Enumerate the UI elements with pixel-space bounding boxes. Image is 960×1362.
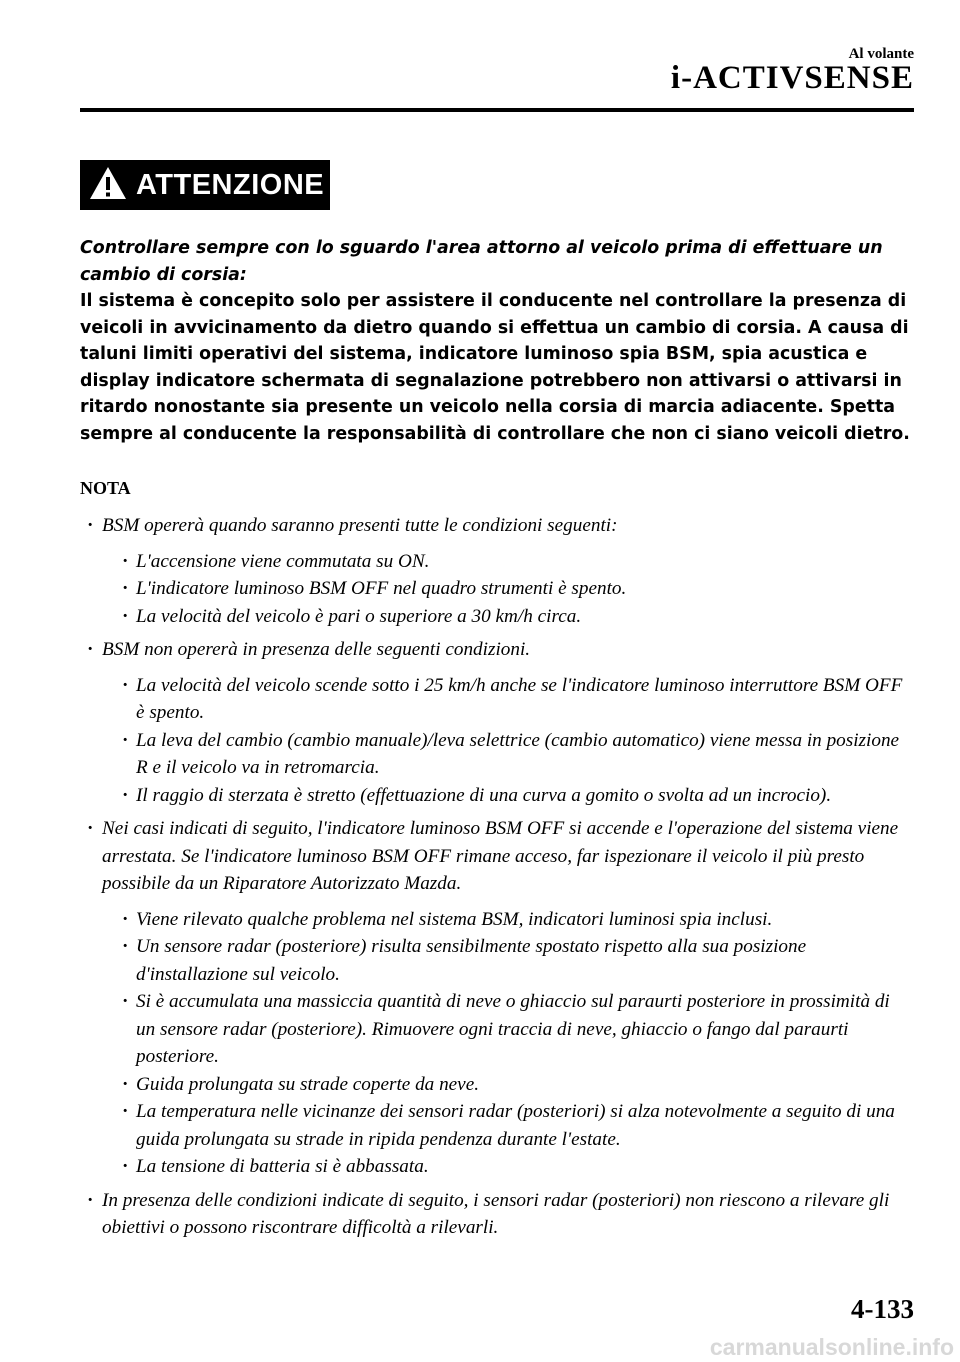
sub-list-item: · La velocità del veicolo è pari o superiore a 30 km/h circa. <box>102 603 912 631</box>
sub-list-item: · La leva del cambio (cambio manuale)/leva selettrice (cambio automatico) viene messa in posizione R e il veicolo va in retromarcia. <box>102 727 912 782</box>
sub-list-item: · Viene rilevato qualche problema nel sistema BSM, indicatori luminosi spia inclusi. <box>102 906 912 934</box>
sub-list-item: · Il raggio di sterzata è stretto (effettuazione di una curva a gomito o svolta ad un incrocio). <box>102 782 912 810</box>
warning-label: ATTENZIONE <box>136 168 325 201</box>
list-item <box>80 636 912 809</box>
list-item-text: BSM non opererà in presenza delle seguenti condizioni. <box>102 639 531 660</box>
sub-list-item: · Un sensore radar (posteriore) risulta sensibilmente spostato rispetto alla sua posizione d'installazione sul veicolo. <box>102 933 912 988</box>
header-rule <box>80 108 914 112</box>
watermark: carmanualsonline.info <box>709 1334 954 1360</box>
warning-lead: Controllare sempre con lo sguardo l'area attorno al veicolo prima di effettuare un cambio di corsia: <box>80 238 883 285</box>
list-item-text: Nei casi indicati di seguito, l'indicatore luminoso BSM OFF si accende e l'operazione del sistema viene arrestata. Se l'indicatore luminoso BSM OFF rimane acceso, far ispezionare il veicolo il più presto possibile da un Riparatore Autorizzato Mazda. <box>102 818 899 894</box>
sub-list-item: · Guida prolungata su strade coperte da neve. <box>102 1071 912 1099</box>
warning-triangle-icon <box>88 165 128 206</box>
nota-list <box>80 512 912 1242</box>
warning-banner <box>80 160 330 210</box>
sub-list-item: · La velocità del veicolo scende sotto i 25 km/h anche se l'indicatore luminoso interruttore BSM OFF è spento. <box>102 672 912 727</box>
list-item <box>80 1187 912 1242</box>
sub-list-item: · La temperatura nelle vicinanze dei sensori radar (posteriori) si alza notevolmente a seguito di una guida prolungata su strade in ripida pendenza durante l'estate. <box>102 1098 912 1153</box>
sub-list-item: · Si è accumulata una massiccia quantità di neve o ghiaccio sul paraurti posteriore in prossimità di un sensore radar (posteriore). Rimuovere ogni traccia di neve, ghiaccio o fango dal paraurti posteriore. <box>102 988 912 1071</box>
list-item <box>80 815 912 1181</box>
warning-text <box>80 235 910 447</box>
sub-list-item: · L'indicatore luminoso BSM OFF nel quadro strumenti è spento. <box>102 575 912 603</box>
header-section-label: Al volante <box>848 46 914 62</box>
sub-list <box>102 548 912 631</box>
sub-list <box>102 672 912 810</box>
nota-notes <box>80 512 912 1242</box>
sub-list <box>102 906 912 1181</box>
sub-list-item: · La tensione di batteria si è abbassata. <box>102 1153 912 1181</box>
nota-label: NOTA <box>80 478 131 498</box>
list-item-text: In presenza delle condizioni indicate di seguito, i sensori radar (posteriori) non riescono a rilevare gli obiettivi o possono riscontrare difficoltà a rilevarli. <box>102 1189 890 1238</box>
page-header-title: i-ACTIVSENSE <box>670 60 914 96</box>
sub-list-item: · L'accensione viene commutata su ON. <box>102 548 912 576</box>
warning-body: Il sistema è concepito solo per assistere il conducente nel controllare la presenza di veicoli in avvicinamento da dietro quando si effettua un cambio di corsia. A causa di taluni limiti operativi del sistema, indicatore luminoso spia BSM, spia acustica e display indicatore schermata di segnalazione potrebbero non attivarsi o attivarsi in ritardo nonostante sia presente un veicolo nella corsia di marcia adiacente. Spetta sempre al conducente la responsabilità di controllare che non ci siano veicoli dietro. <box>80 291 910 444</box>
list-item <box>80 512 912 630</box>
page-number: 4-133 <box>851 1294 914 1324</box>
list-item-text: BSM opererà quando saranno presenti tutte le condizioni seguenti: <box>102 515 618 536</box>
